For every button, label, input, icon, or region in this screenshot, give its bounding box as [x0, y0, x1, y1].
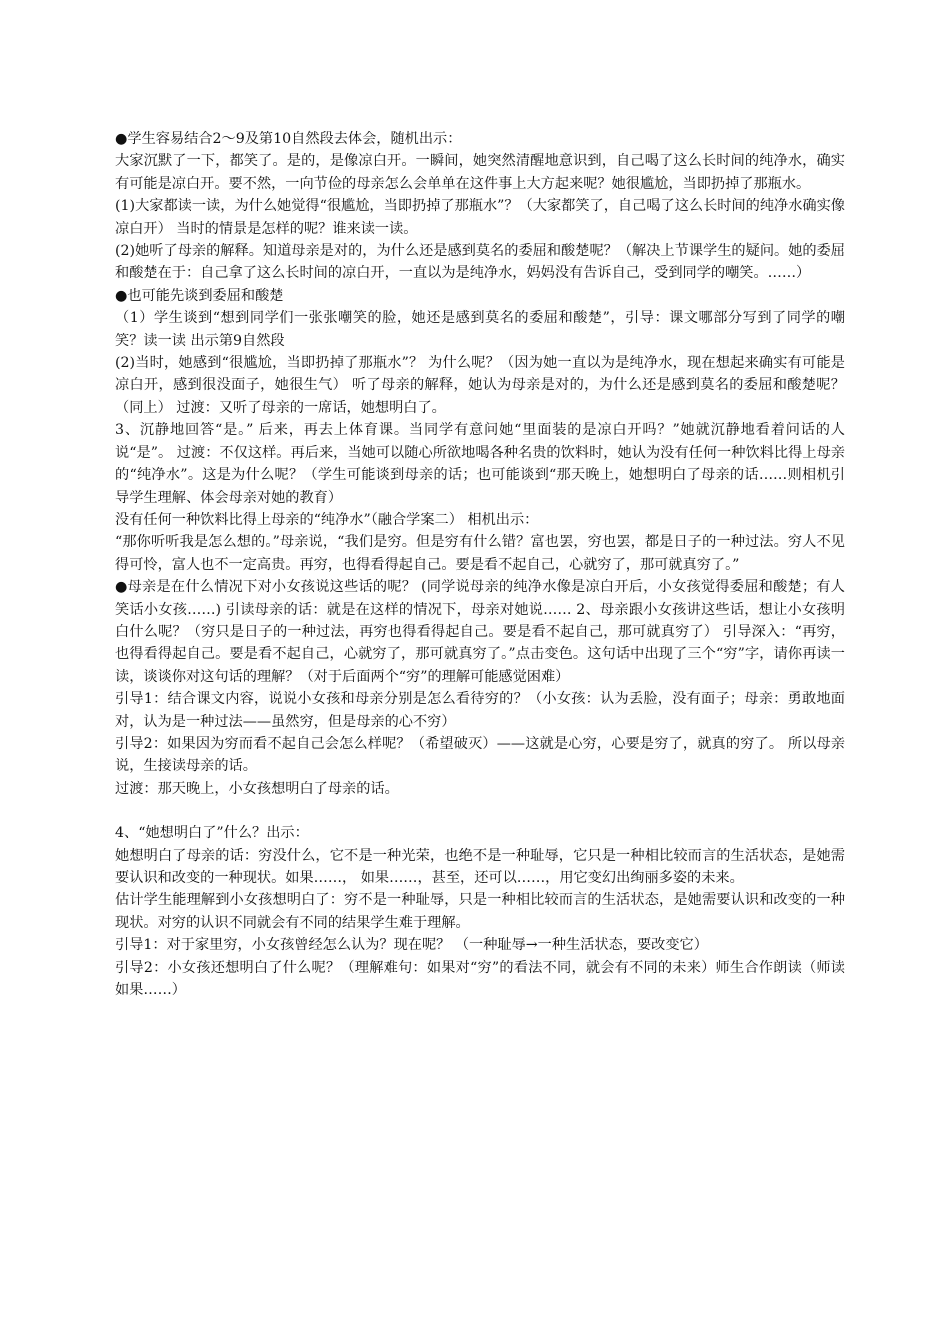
- paragraph: (2)她听了母亲的解释。知道母亲是对的，为什么还是感到莫名的委屈和酸楚呢？（解决上节课学生的疑问。她的委屈和酸楚在于：自己拿了这么长时间的凉白开，一直以为是纯净水，妈妈没有告诉自己，受到同学的嘲笑。……）: [115, 243, 845, 282]
- document-body: [115, 128, 845, 1001]
- paragraph: 过渡：那天晚上，小女孩想明白了母亲的话。: [115, 780, 399, 797]
- paragraph: （1）学生谈到“想到同学们一张张嘲笑的脸，她还是感到莫名的委屈和酸楚”，引导：课文哪部分写到了同学的嘲笑？读一读 出示第9自然段: [115, 310, 845, 349]
- paragraph: 估计学生能理解到小女孩想明白了：穷不是一种耻辱，只是一种相比较而言的生活状态，是她需要认识和改变的一种现状。对穷的认识不同就会有不同的结果学生难于理解。: [115, 892, 845, 931]
- paragraph: 引导1：对于家里穷，小女孩曾经怎么认为？现在呢？ （一种耻辱→一种生活状态，要改变它）: [115, 937, 708, 954]
- paragraph: 她想明白了母亲的话：穷没什么，它不是一种光荣，也绝不是一种耻辱，它只是一种相比较而言的生活状态，是她需要认识和改变的一种现状。如果……， 如果……，甚至，还可以……，用它变幻出绚丽多姿的未来。: [115, 847, 845, 886]
- paragraph: ●也可能先谈到委屈和酸楚: [115, 287, 284, 304]
- paragraph: 引导2：如果因为穷而看不起自己会怎么样呢？（希望破灭）——这就是心穷，心要是穷了，就真的穷了。 所以母亲说，生接读母亲的话。: [115, 735, 845, 775]
- paragraph: ●母亲是在什么情况下对小女孩说这些话的呢？ (同学说母亲的纯净水像是凉白开后，小女孩觉得委屈和酸楚；有人笑话小女孩……) 引读母亲的话：就是在这样的情况下，母亲对她说…… 2、母亲跟小女孩讲这些话，想让小女孩明白什么呢？（穷只是日子的一种过法，再穷也得看得起自己。要是看不起自己，那可就真穷了） 引导深入：“再穷，也得看得起自己。要是看不起自己，心就穷了，那可就真穷了。”点击变色。这句话中出现了三个“穷”字，请你再读一读，谈谈你对这句话的理解？（对于后面两个“穷”的理解可能感觉困难）: [115, 579, 845, 685]
- paragraph: (1)大家都读一读，为什么她觉得“很尴尬，当即扔掉了那瓶水”？（大家都笑了，自己喝了这么长时间的纯净水确实像凉白开） 当时的情景是怎样的呢？谁来读一读。: [115, 198, 845, 237]
- paragraph: 没有任何一种饮料比得上母亲的“纯净水”（融合学案二） 相机出示：: [115, 511, 539, 528]
- paragraph: “那你听听我是怎么想的。”母亲说，“我们是穷。但是穷有什么错？富也罢，穷也罢，都是日子的一种过法。穷人不见得可怜，富人也不一定高贵。再穷，也得看得起自己。要是看不起自己，心就穷了，那可就真穷了。”: [115, 534, 845, 573]
- paragraph: ●学生容易结合2～9及第10自然段去体会，随机出示：: [115, 131, 462, 147]
- paragraph: (2)当时，她感到“很尴尬，当即扔掉了那瓶水”？ 为什么呢？（因为她一直以为是纯净水，现在想起来确实有可能是凉白开，感到很没面子，她很生气） 听了母亲的解释，她认为母亲是对的，为什么还是感到莫名的委屈和酸楚呢？（同上） 过渡：又听了母亲的一席话，她想明白了。: [115, 355, 845, 416]
- paragraph: 4、“她想明白了”什么？出示：: [115, 825, 309, 842]
- paragraph: 引导2：小女孩还想明白了什么呢？（理解难句：如果对“穷”的看法不同，就会有不同的未来）师生合作朗读（师读如果……）: [115, 959, 845, 999]
- paragraph: 引导1：结合课文内容，说说小女孩和母亲分别是怎么看待穷的？（小女孩：认为丢脸，没有面子；母亲：勇敢地面对，认为是一种过法——虽然穷，但是母亲的心不穷）: [115, 691, 845, 730]
- paragraph: 3、沉静地回答“是。” 后来，再去上体育课。当同学有意问她“里面装的是凉白开吗？”她就沉静地看着问话的人说“是”。 过渡：不仅这样。再后来，当她可以随心所欲地喝各种名贵的饮料时，她认为没有任何一种饮料比得上母亲的“纯净水”。这是为什么呢？（学生可能谈到母亲的话；也可能谈到“那天晚上，她想明白了母亲的话……则相机引导学生理解、体会母亲对她的教育）: [115, 422, 845, 506]
- paragraph: 大家沉默了一下，都笑了。是的，是像凉白开。一瞬间，她突然清醒地意识到，自己喝了这么长时间的纯净水，确实有可能是凉白开。要不然，一向节俭的母亲怎么会单单在这件事上大方起来呢？她很尴尬，当即扔掉了那瓶水。: [115, 153, 845, 192]
- blank-line: [115, 800, 845, 822]
